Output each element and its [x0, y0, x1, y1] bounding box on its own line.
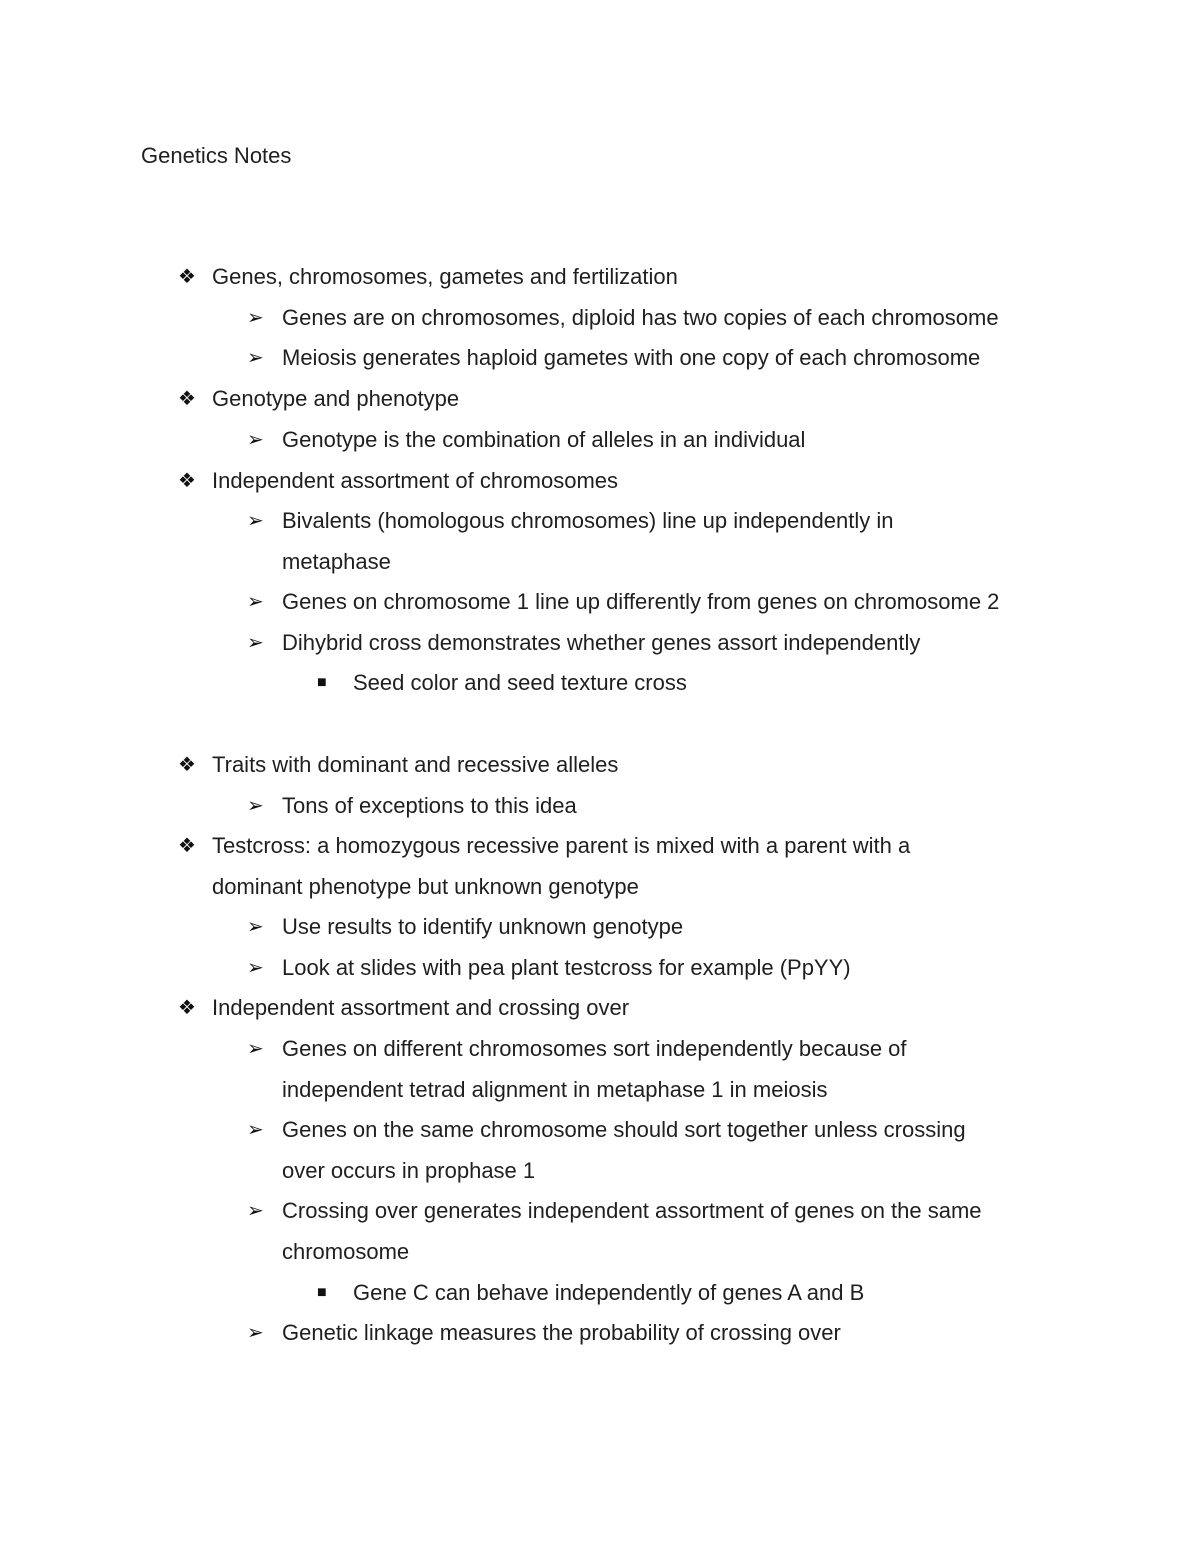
diamond-bullet-icon: ❖: [178, 835, 196, 857]
list-item-text: Crossing over generates independent assortment of genes on the same: [282, 1198, 982, 1223]
diamond-bullet-icon: ❖: [178, 266, 196, 288]
list-item-text: Look at slides with pea plant testcross for example (PpYY): [282, 955, 851, 980]
square-bullet-icon: ■: [317, 1284, 327, 1301]
list-item-text: Genetic linkage measures the probability of crossing over: [282, 1320, 841, 1345]
arrow-bullet-icon: ➢: [247, 347, 264, 369]
list-item-text: Gene C can behave independently of genes A and B: [353, 1280, 865, 1305]
arrow-bullet-icon: ➢: [247, 1322, 264, 1344]
arrow-bullet-icon: ➢: [247, 1119, 264, 1141]
list-item-text: Genes on different chromosomes sort independently because of: [282, 1036, 907, 1061]
list-item-text: Use results to identify unknown genotype: [282, 914, 684, 939]
square-bullet-icon: ■: [317, 674, 327, 691]
diamond-bullet-icon: ❖: [178, 754, 196, 776]
list-item-text: Testcross: a homozygous recessive parent is mixed with a parent with a: [212, 833, 911, 858]
list-item-text: Independent assortment and crossing over: [212, 995, 630, 1020]
list-item-text: Genes on chromosome 1 line up differently from genes on chromosome 2: [282, 589, 1000, 614]
arrow-bullet-icon: ➢: [247, 1038, 264, 1060]
list-item-text: Tons of exceptions to this idea: [282, 793, 577, 818]
arrow-bullet-icon: ➢: [247, 1200, 264, 1222]
list-item-text: independent tetrad alignment in metaphase 1 in meiosis: [282, 1077, 828, 1102]
list-item-text: Traits with dominant and recessive alleles: [212, 752, 619, 777]
list-item-text: Genotype is the combination of alleles in an individual: [282, 427, 806, 452]
document-title: Genetics Notes: [141, 143, 292, 168]
list-item-text: Dihybrid cross demonstrates whether genes assort independently: [282, 630, 921, 655]
list-item-text: Seed color and seed texture cross: [353, 670, 687, 695]
diamond-bullet-icon: ❖: [178, 997, 196, 1019]
arrow-bullet-icon: ➢: [247, 591, 264, 613]
list-item-text: Genes are on chromosomes, diploid has two copies of each chromosome: [282, 305, 999, 330]
list-item-text: Genes, chromosomes, gametes and fertilization: [212, 264, 678, 289]
arrow-bullet-icon: ➢: [247, 957, 264, 979]
list-item-text: over occurs in prophase 1: [282, 1158, 536, 1183]
arrow-bullet-icon: ➢: [247, 632, 264, 654]
arrow-bullet-icon: ➢: [247, 795, 264, 817]
arrow-bullet-icon: ➢: [247, 916, 264, 938]
list-item-text: Genotype and phenotype: [212, 386, 460, 411]
list-item-text: Genes on the same chromosome should sort together unless crossing: [282, 1117, 966, 1142]
arrow-bullet-icon: ➢: [247, 510, 264, 532]
list-item-text: dominant phenotype but unknown genotype: [212, 874, 639, 899]
list-item-text: metaphase: [282, 549, 391, 574]
diamond-bullet-icon: ❖: [178, 470, 196, 492]
list-item-text: chromosome: [282, 1239, 410, 1264]
list-item-text: Independent assortment of chromosomes: [212, 468, 619, 493]
list-item-text: Meiosis generates haploid gametes with one copy of each chromosome: [282, 345, 981, 370]
diamond-bullet-icon: ❖: [178, 388, 196, 410]
arrow-bullet-icon: ➢: [247, 307, 264, 329]
list-item-text: Bivalents (homologous chromosomes) line up independently in: [282, 508, 894, 533]
arrow-bullet-icon: ➢: [247, 429, 264, 451]
